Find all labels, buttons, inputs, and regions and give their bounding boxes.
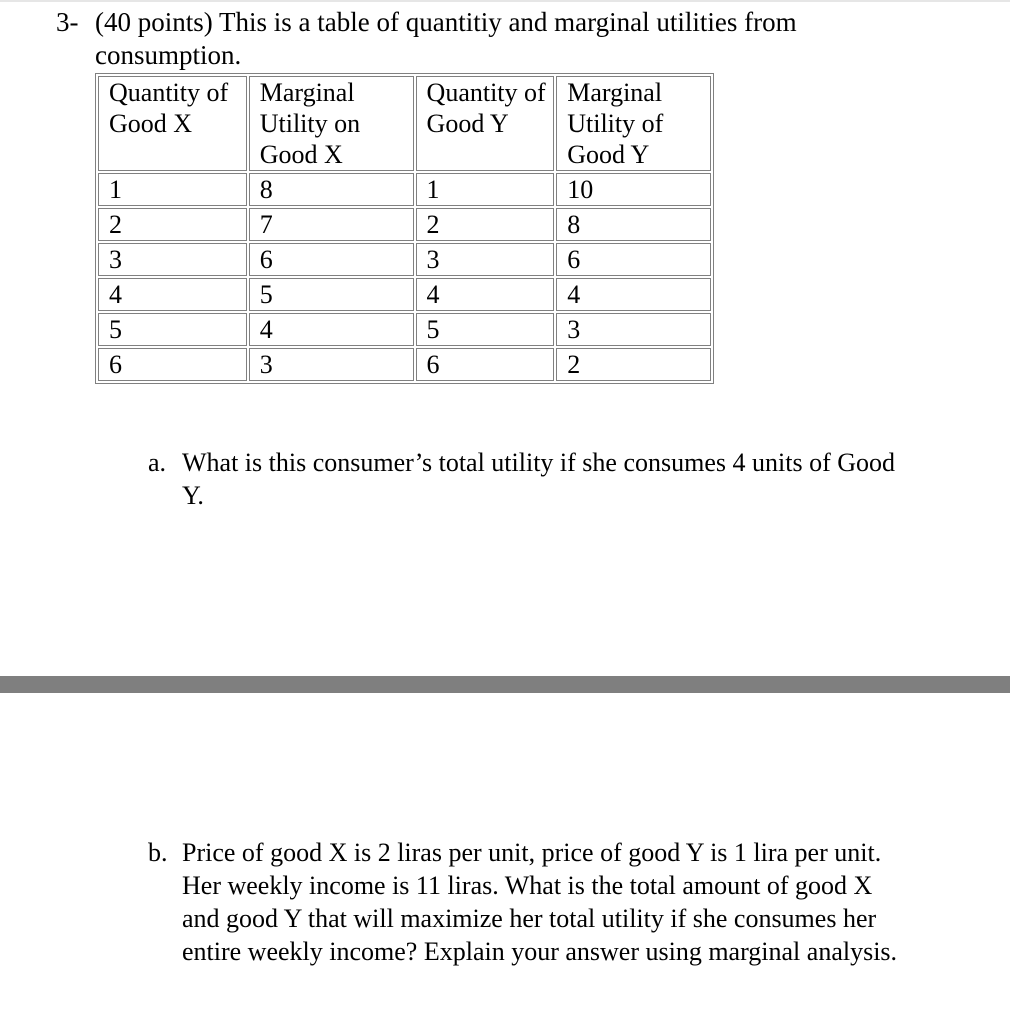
table-cell: 5 bbox=[98, 313, 247, 346]
table-row bbox=[98, 173, 711, 206]
table-cell: 4 bbox=[249, 313, 414, 346]
table-cell: 8 bbox=[556, 208, 711, 241]
table-cell: 5 bbox=[249, 278, 414, 311]
table-cell: 4 bbox=[556, 278, 711, 311]
table-cell: 6 bbox=[556, 243, 711, 276]
table-row bbox=[98, 208, 711, 241]
table-cell: 3 bbox=[416, 243, 555, 276]
table-cell: 3 bbox=[249, 348, 414, 381]
top-page-edge bbox=[0, 0, 1010, 2]
table-cell: 6 bbox=[98, 348, 247, 381]
part-b-letter: b. bbox=[148, 838, 168, 867]
question-number: 3- bbox=[56, 7, 79, 37]
part-b bbox=[148, 836, 908, 968]
table-header-row bbox=[98, 76, 711, 171]
table-cell: 7 bbox=[249, 208, 414, 241]
table-cell: 2 bbox=[556, 348, 711, 381]
page-divider bbox=[0, 676, 1010, 693]
header-quantity-y: Quantity of Good Y bbox=[416, 76, 555, 171]
table-cell: 4 bbox=[416, 278, 555, 311]
table-cell: 2 bbox=[416, 208, 555, 241]
question-line-1 bbox=[56, 6, 956, 39]
question-text-continued: consumption. bbox=[95, 40, 242, 70]
table-cell: 3 bbox=[556, 313, 711, 346]
part-a-text: What is this consumer’s total utility if she consumes 4 units of Good Y. bbox=[182, 448, 896, 510]
table-row bbox=[98, 243, 711, 276]
table-cell: 4 bbox=[98, 278, 247, 311]
header-quantity-x: Quantity of Good X bbox=[98, 76, 247, 171]
question-text: (40 points) This is a table of quantitiy and marginal utilities from bbox=[95, 7, 797, 37]
question-heading bbox=[56, 6, 956, 72]
table-cell: 8 bbox=[249, 173, 414, 206]
table-cell: 10 bbox=[556, 173, 711, 206]
table-cell: 6 bbox=[249, 243, 414, 276]
table-cell: 5 bbox=[416, 313, 555, 346]
table-cell: 6 bbox=[416, 348, 555, 381]
part-a-letter: a. bbox=[148, 448, 167, 477]
header-marginal-utility-y: Marginal Utility of Good Y bbox=[556, 76, 711, 171]
table-cell: 1 bbox=[416, 173, 555, 206]
marginal-utility-table bbox=[95, 73, 714, 384]
table-cell: 1 bbox=[98, 173, 247, 206]
table-cell: 3 bbox=[98, 243, 247, 276]
part-a bbox=[148, 446, 908, 512]
table-row bbox=[98, 278, 711, 311]
part-b-text: Price of good X is 2 liras per unit, price of good Y is 1 lira per unit. Her weekly income is 11 liras. What is the total amount of good X and good Y that will maximize her total utility if she consumes her entire weekly income? Explain your answer using marginal analysis. bbox=[182, 838, 898, 966]
table-row bbox=[98, 348, 711, 381]
header-marginal-utility-x: Marginal Utility on Good X bbox=[249, 76, 414, 171]
table-row bbox=[98, 313, 711, 346]
table-cell: 2 bbox=[98, 208, 247, 241]
